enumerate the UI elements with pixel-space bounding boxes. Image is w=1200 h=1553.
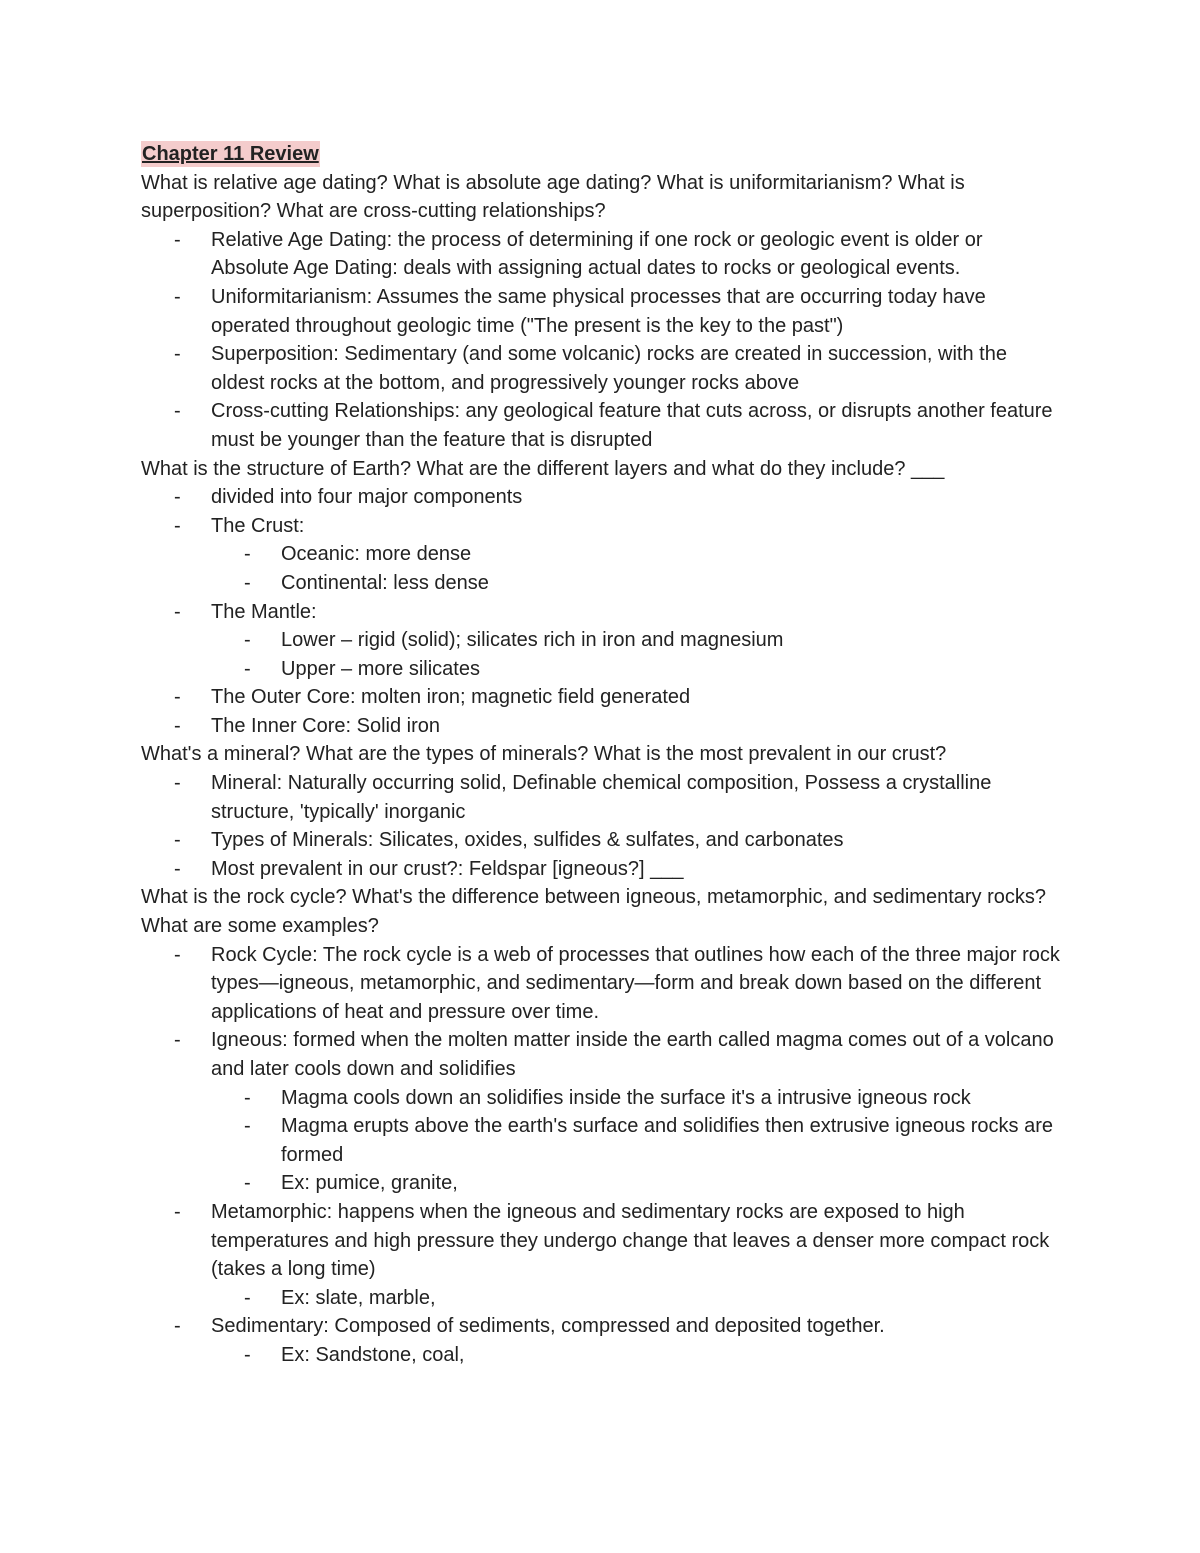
sub-list-item — [211, 1169, 1061, 1198]
sub-list-item — [211, 1284, 1061, 1313]
list-item-text: The Inner Core: Solid iron — [211, 714, 441, 737]
sub-list-item — [211, 540, 1061, 569]
bullet-dash: - — [174, 1315, 181, 1338]
bullet-dash: - — [244, 629, 251, 652]
sub-list — [211, 1084, 1061, 1198]
answer-list — [141, 226, 1061, 455]
sub-list-item — [211, 626, 1061, 655]
bullet-dash: - — [174, 343, 181, 366]
bullet-dash: - — [244, 657, 251, 680]
bullet-dash: - — [244, 1286, 251, 1309]
sub-list-item-text: Oceanic: more dense — [281, 543, 472, 566]
bullet-dash: - — [174, 686, 181, 709]
sub-list — [211, 1284, 1061, 1313]
list-item-text: Rock Cycle: The rock cycle is a web of processes that outlines how each of the three major rock types—igneous, metamorphic, and sedimentary—form and break down based on the different applications of heat and pressure over time. — [211, 943, 1060, 1023]
bullet-dash: - — [174, 829, 181, 852]
list-item — [141, 1198, 1061, 1312]
bullet-dash: - — [174, 1029, 181, 1052]
list-item — [141, 855, 1061, 884]
sub-list-item — [211, 1084, 1061, 1113]
title-line — [141, 140, 1061, 169]
review-sections — [141, 169, 1061, 1370]
list-item-text: Superposition: Sedimentary (and some volcanic) rocks are created in succession, with the oldest rocks at the bottom, and progressively younger rocks above — [211, 343, 1007, 394]
bullet-dash: - — [174, 943, 181, 966]
bullet-dash: - — [174, 772, 181, 795]
bullet-dash: - — [174, 228, 181, 251]
list-item-text: Igneous: formed when the molten matter inside the earth called magma comes out of a volcano and later cools down and solidifies — [211, 1029, 1054, 1080]
sub-list-item-text: Ex: slate, marble, — [281, 1286, 436, 1309]
list-item — [141, 941, 1061, 1027]
list-item-text: Most prevalent in our crust?: Feldspar [igneous?] ___ — [211, 857, 684, 880]
sub-list — [211, 626, 1061, 683]
list-item — [141, 283, 1061, 340]
sub-list — [211, 540, 1061, 597]
list-item-text: Types of Minerals: Silicates, oxides, sulfides & sulfates, and carbonates — [211, 829, 844, 852]
list-item — [141, 397, 1061, 454]
bullet-dash: - — [174, 514, 181, 537]
section-question: What's a mineral? What are the types of minerals? What is the most prevalent in our crust? — [141, 743, 947, 766]
list-item — [141, 683, 1061, 712]
bullet-dash: - — [244, 1086, 251, 1109]
sub-list-item — [211, 569, 1061, 598]
page-title: Chapter 11 Review — [142, 143, 319, 165]
list-item-text: The Crust: — [211, 514, 305, 537]
sub-list-item-text: Magma cools down an solidifies inside the surface it's a intrusive igneous rock — [281, 1086, 971, 1109]
sub-list-item — [211, 1341, 1061, 1370]
list-item — [141, 483, 1061, 512]
review-section — [141, 169, 1061, 455]
sub-list-item-text: Upper – more silicates — [281, 657, 480, 680]
list-item-text: Uniformitarianism: Assumes the same physical processes that are occurring today have operated throughout geologic time ("The present is the key to the past") — [211, 285, 986, 337]
list-item — [141, 826, 1061, 855]
section-question: What is relative age dating? What is absolute age dating? What is uniformitarianism? What is superposition? What are cross-cutting relationships? — [141, 171, 965, 223]
bullet-dash: - — [174, 714, 181, 737]
document-body — [141, 140, 1061, 1370]
sub-list-item-text: Continental: less dense — [281, 571, 489, 594]
list-item-text: The Outer Core: molten iron; magnetic field generated — [211, 686, 691, 709]
list-item — [141, 512, 1061, 598]
list-item — [141, 712, 1061, 741]
list-item — [141, 226, 1061, 283]
sub-list-item-text: Ex: Sandstone, coal, — [281, 1343, 465, 1366]
review-section — [141, 455, 1061, 741]
bullet-dash: - — [174, 857, 181, 880]
sub-list — [211, 1341, 1061, 1370]
bullet-dash: - — [244, 1115, 251, 1138]
sub-list-item — [211, 1112, 1061, 1169]
list-item — [141, 1312, 1061, 1369]
bullet-dash: - — [244, 571, 251, 594]
bullet-dash: - — [174, 1200, 181, 1223]
bullet-dash: - — [244, 1343, 251, 1366]
answer-list — [141, 483, 1061, 740]
review-section — [141, 883, 1061, 1369]
review-section — [141, 740, 1061, 883]
list-item-text: Relative Age Dating: the process of determining if one rock or geologic event is older or Absolute Age Dating: deals with assigning actual dates to rocks or geological events. — [211, 228, 983, 280]
list-item-text: Metamorphic: happens when the igneous and sedimentary rocks are exposed to high temperatures and high pressure they undergo change that leaves a denser more compact rock (takes a long time) — [211, 1200, 1050, 1281]
list-item-text: The Mantle: — [211, 600, 317, 623]
list-item-text: Sedimentary: Composed of sediments, compressed and deposited together. — [211, 1315, 885, 1338]
bullet-dash: - — [174, 400, 181, 423]
list-item — [141, 598, 1061, 684]
section-question: What is the structure of Earth? What are the different layers and what do they include? ___ — [141, 457, 945, 480]
bullet-dash: - — [244, 543, 251, 566]
bullet-dash: - — [174, 600, 181, 623]
sub-list-item — [211, 655, 1061, 684]
bullet-dash: - — [174, 486, 181, 509]
answer-list — [141, 769, 1061, 883]
sub-list-item-text: Lower – rigid (solid); silicates rich in iron and magnesium — [281, 629, 784, 652]
section-question: What is the rock cycle? What's the difference between igneous, metamorphic, and sedimentary rocks? What are some examples? — [141, 886, 1046, 938]
list-item-text: divided into four major components — [211, 486, 523, 509]
answer-list — [141, 941, 1061, 1370]
list-item — [141, 1026, 1061, 1198]
sub-list-item-text: Magma erupts above the earth's surface and solidifies then extrusive igneous rocks are formed — [281, 1115, 1054, 1166]
list-item — [141, 769, 1061, 826]
list-item-text: Cross-cutting Relationships: any geological feature that cuts across, or disrupts another feature must be younger than the feature that is disrupted — [211, 400, 1053, 451]
list-item-text: Mineral: Naturally occurring solid, Definable chemical composition, Possess a crystalline structure, 'typically' inorganic — [211, 772, 992, 823]
bullet-dash: - — [174, 285, 181, 308]
bullet-dash: - — [244, 1172, 251, 1195]
sub-list-item-text: Ex: pumice, granite, — [281, 1172, 458, 1195]
list-item — [141, 340, 1061, 397]
